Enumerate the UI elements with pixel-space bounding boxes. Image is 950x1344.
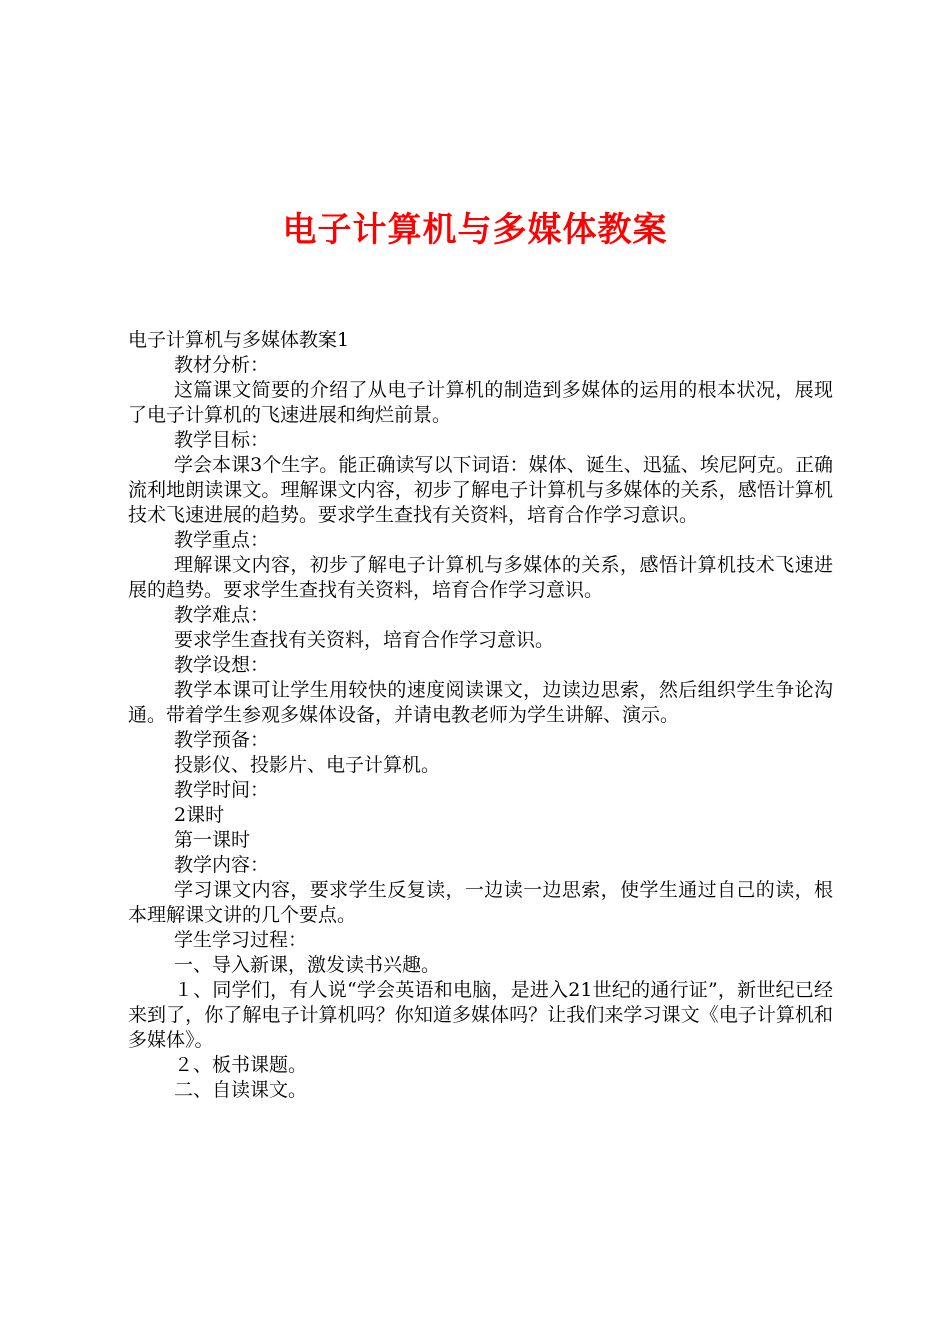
body-paragraph: 一、导入新课，激发读书兴趣。 <box>174 954 441 976</box>
body-paragraph: 教学难点： <box>174 604 270 626</box>
body-paragraph: 二、自读课文。 <box>174 1079 308 1101</box>
body-paragraph: １、同学们，有人说“学会英语和电脑，是进入21世纪的通行证”，新世纪已经来到了，你了解电子计算机吗？你知道多媒体吗？让我们来学习课文《电子计算机和多媒体》。 <box>128 979 833 1051</box>
body-paragraph: ２、板书课题。 <box>174 1054 308 1076</box>
body-paragraph: 理解课文内容，初步了解电子计算机与多媒体的关系，感悟计算机技术飞速进展的趋势。要求学生查找有关资料，培育合作学习意识。 <box>128 554 833 601</box>
body-paragraph: 教学内容： <box>174 854 270 876</box>
body-paragraph: 教学本课可让学生用较快的速度阅读课文，边读边思索，然后组织学生争论沟通。带着学生参观多媒体设备，并请电教老师为学生讲解、演示。 <box>128 679 833 726</box>
body-paragraph: 教学时间： <box>174 779 270 801</box>
body-paragraph: 教学设想： <box>174 654 270 676</box>
body-paragraph: 学生学习过程： <box>174 929 308 951</box>
body-paragraph: 教学预备： <box>174 729 270 751</box>
body-paragraph: 教学目标： <box>174 429 270 451</box>
body-paragraph: 学会本课3个生字。能正确读写以下词语：媒体、诞生、迅猛、埃尼阿克。正确流利地朗读课文。理解课文内容，初步了解电子计算机与多媒体的关系，感悟计算机技术飞速进展的趋势。要求学生查找有关资料，培育合作学习意识。 <box>128 454 833 526</box>
body-paragraph: 学习课文内容，要求学生反复读，一边读一边思索，使学生通过自己的读，根本理解课文讲的几个要点。 <box>128 879 833 926</box>
body-paragraph: 要求学生查找有关资料，培育合作学习意识。 <box>174 629 555 651</box>
document-body <box>128 328 833 1103</box>
body-paragraph: 这篇课文简要的介绍了从电子计算机的制造到多媒体的运用的根本状况，展现了电子计算机的飞速进展和绚烂前景。 <box>128 379 833 426</box>
body-paragraph: 教材分析： <box>174 354 270 376</box>
document-title: 电子计算机与多媒体教案 <box>282 210 668 250</box>
body-paragraph: 第一课时 <box>174 829 251 851</box>
body-paragraph: 投影仪、投影片、电子计算机。 <box>174 754 441 776</box>
section-heading: 电子计算机与多媒体教案1 <box>128 329 350 351</box>
body-paragraph: 2课时 <box>174 804 225 826</box>
body-paragraph: 教学重点： <box>174 529 270 551</box>
